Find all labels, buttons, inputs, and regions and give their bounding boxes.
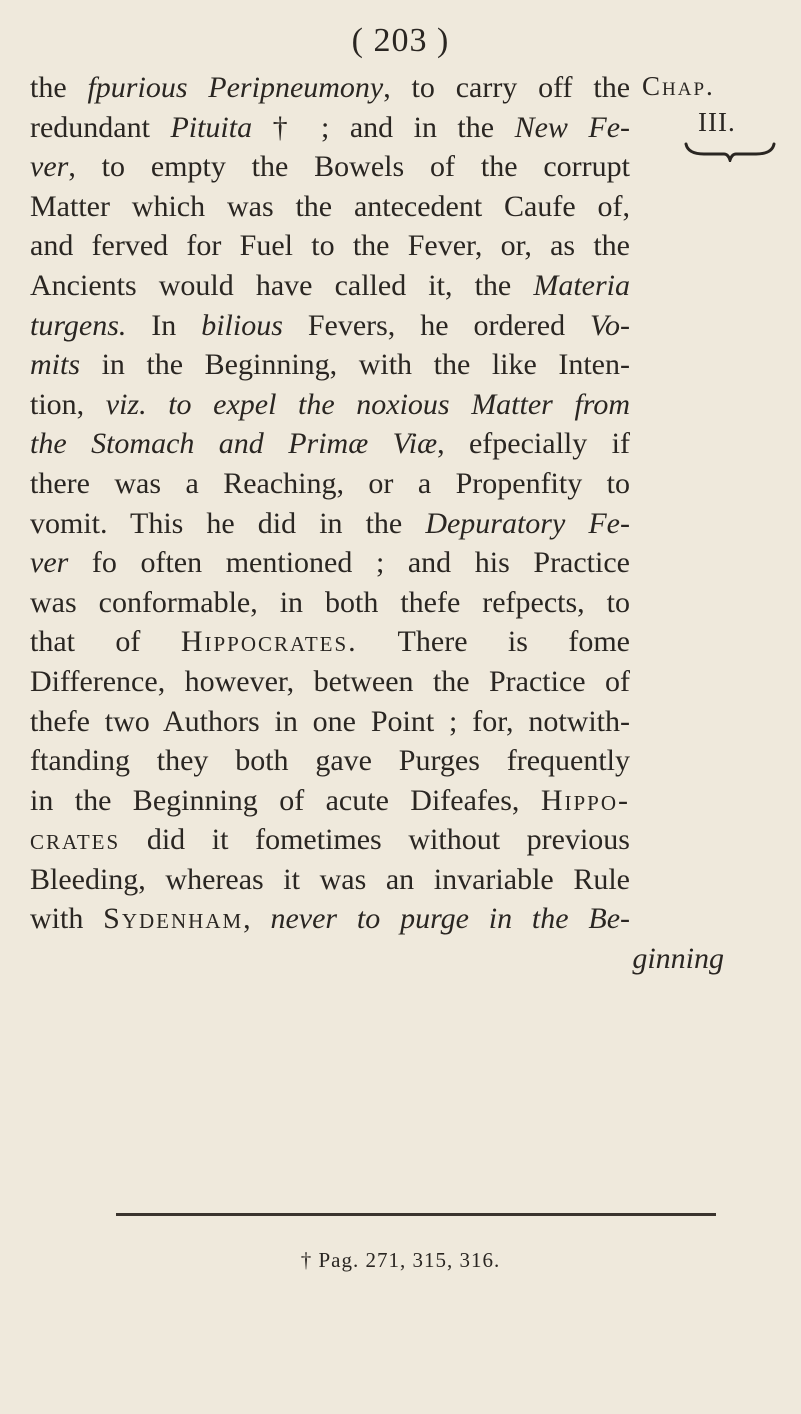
text-line-18: ftanding they both gave Purges frequently (30, 744, 630, 778)
text-line-8: mits in the Beginning, with the like Inten- (30, 348, 630, 382)
text-line-5: and ferved for Fuel to the Fever, or, as the (30, 229, 630, 263)
text-line-7: turgens. In bilious Fevers, he ordered Vo- (30, 308, 630, 342)
body-text (30, 68, 790, 979)
text-line-1: the fpurious Peripneumony, to carry off the (30, 71, 630, 104)
text-line-17: thefe two Authors in one Point ; for, notwith- (30, 704, 630, 738)
page-number: ( 203 ) (351, 22, 450, 59)
footnote: † Pag. 271, 315, 316. (300, 1248, 501, 1272)
text-line-9: tion, viz. to expel the noxious Matter from (30, 387, 630, 421)
text-line-6: Ancients would have called it, the Materia (30, 268, 630, 302)
text-line-15: that of Hippocrates. There is fome (30, 625, 630, 659)
text-line-20: crates did it fometimes without previous (30, 823, 630, 857)
text-line-22: with Sydenham, never to purge in the Be- (30, 902, 630, 936)
text-line-11: there was a Reaching, or a Propenfity to (30, 466, 630, 500)
text-line-14: was conformable, in both thefe refpects, to (30, 585, 630, 619)
chapter-number: III. (698, 107, 736, 137)
text-line-13: ver fo often mentioned ; and his Practice (30, 546, 630, 580)
text-line-19: in the Beginning of acute Difeafes, Hippo- (30, 783, 630, 817)
catchword: ginning (632, 942, 724, 976)
text-line-2: redundant Pituita † ; and in the New Fe- (30, 110, 630, 144)
text-line-4: Matter which was the antecedent Caufe of, (30, 189, 630, 223)
text-line-3: ver, to empty the Bowels of the corrupt (30, 150, 630, 184)
chapter-label: Chap. (642, 71, 715, 101)
text-line-12: vomit. This he did in the Depuratory Fe- (30, 506, 630, 540)
text-line-16: Difference, however, between the Practice of (30, 664, 630, 698)
text-line-10: the Stomach and Primæ Viæ, efpecially if (30, 427, 630, 461)
footnote-rule (116, 1213, 716, 1216)
text-line-21: Bleeding, whereas it was an invariable Rule (30, 862, 630, 896)
